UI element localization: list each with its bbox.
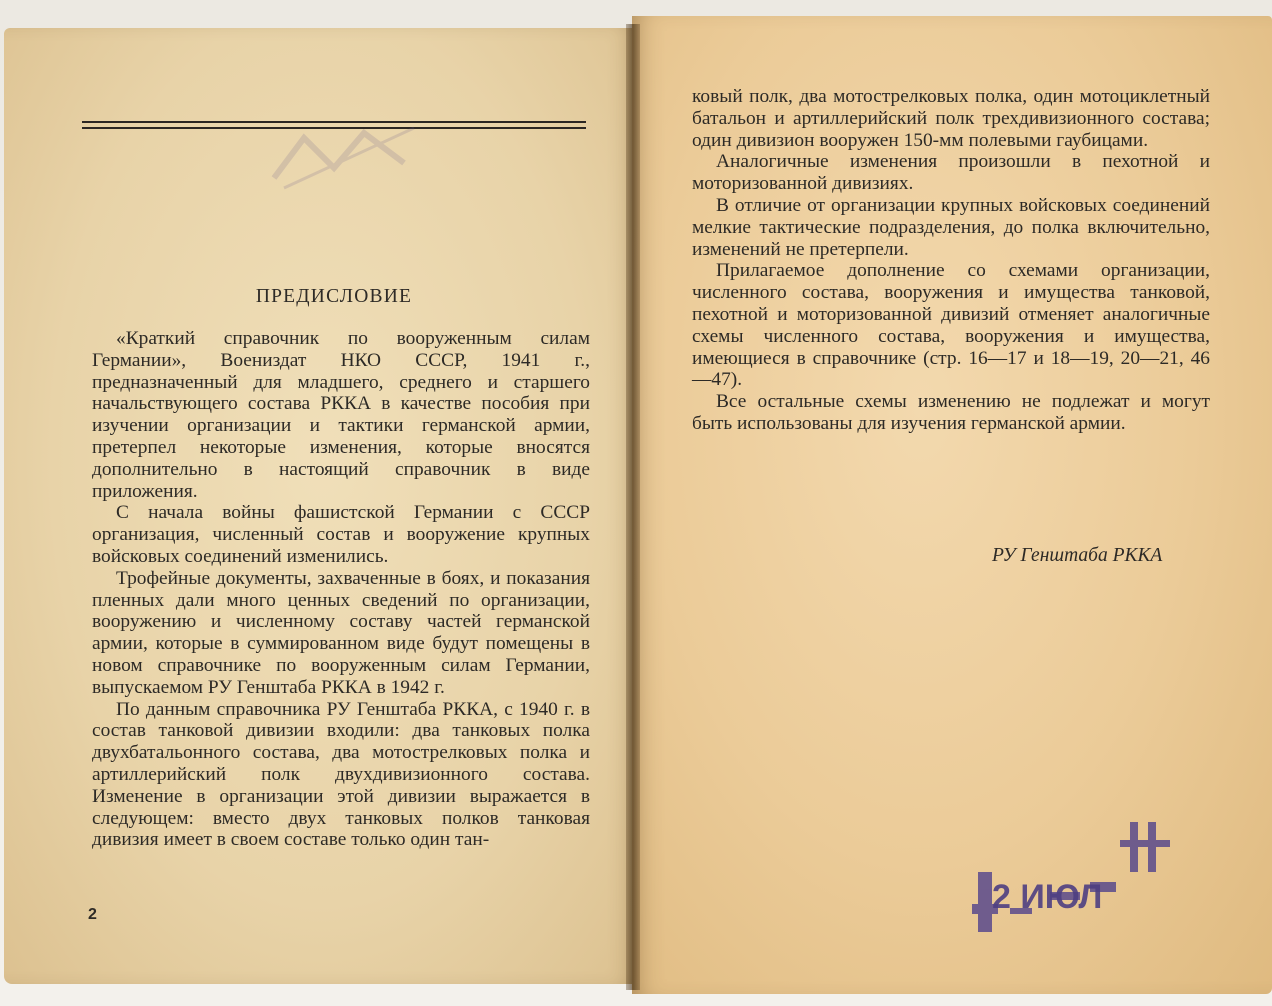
paragraph: С начала войны фашистской Германии с СССР организация, численный состав и вооружение крупных войсковых соединений изменились. — [92, 502, 590, 567]
preface-heading: ПРЕДИСЛОВИЕ — [255, 286, 413, 307]
paragraph: Аналогичные изменения произошли в пехотной и моторизованной дивизиях. — [692, 151, 1210, 195]
date-stamp — [970, 812, 1180, 942]
faint-ghost-stamp — [264, 108, 424, 198]
paragraph: Трофейные документы, захваченные в боях, и показания пленных дали много ценных сведений по организации, вооружению и численному составу частей германской армии, которые в суммированном виде будут помещены в новом справочнике по вооруженным силам Германии, выпускаемом РУ Генштаба РККА в 1942 г. — [92, 567, 590, 698]
paragraph: ковый полк, два мотострелковых полка, один мотоциклетный батальон и артиллерийский полк трехдивизионного состава; один дивизион вооружен 150-мм полевыми гаубицами. — [692, 86, 1210, 151]
paragraph: «Краткий справочник по вооруженным силам Германии», Воениздат НКО СССР, 1941 г., предназначенный для младшего, среднего и старшего начальствующего состава РККА в качестве пособия при изучении организации и тактики германской армии, претерпел некоторые изменения, которые вносятся дополнительно в настоящий справочник в виде приложения. — [92, 328, 590, 502]
left-page — [4, 28, 638, 984]
book-gutter — [626, 24, 640, 990]
paragraph: В отличие от организации крупных войсковых соединений мелкие тактические подразделения, до полка включительно, изменений не претерпели. — [692, 194, 1210, 260]
paragraph: Все остальные схемы изменению не подлежат и могут быть использованы для изучения германской армии. — [692, 391, 1210, 434]
right-page-body — [692, 86, 1210, 435]
stamp-text: 2 ИЮЛ — [992, 878, 1103, 916]
right-page — [632, 16, 1272, 994]
left-page-body — [92, 328, 590, 851]
page-number: 2 — [88, 906, 97, 923]
paragraph: По данным справочника РУ Генштаба РККА, с 1940 г. в состав танковой дивизии входили: два танковых полка двухбатальонного состава, два мотострелковых полка и артиллерийский полк двухдивизионного состава. Изменение в организации этой дивизии выражается в следующем: вместо двух танковых полков танковая дивизия имеет в своем составе только один тан- — [92, 698, 590, 851]
signature: РУ Генштаба РККА — [992, 545, 1163, 566]
paragraph: Прилагаемое дополнение со схемами организации, численного состава, вооружения и имущества танковой, пехотной и моторизованной дивизий отменяет аналогичные схемы численного состава, вооружения и имущества, имеющиеся в справочнике (стр. 16—17 и 18—19, 20—21, 46—47). — [692, 260, 1210, 391]
